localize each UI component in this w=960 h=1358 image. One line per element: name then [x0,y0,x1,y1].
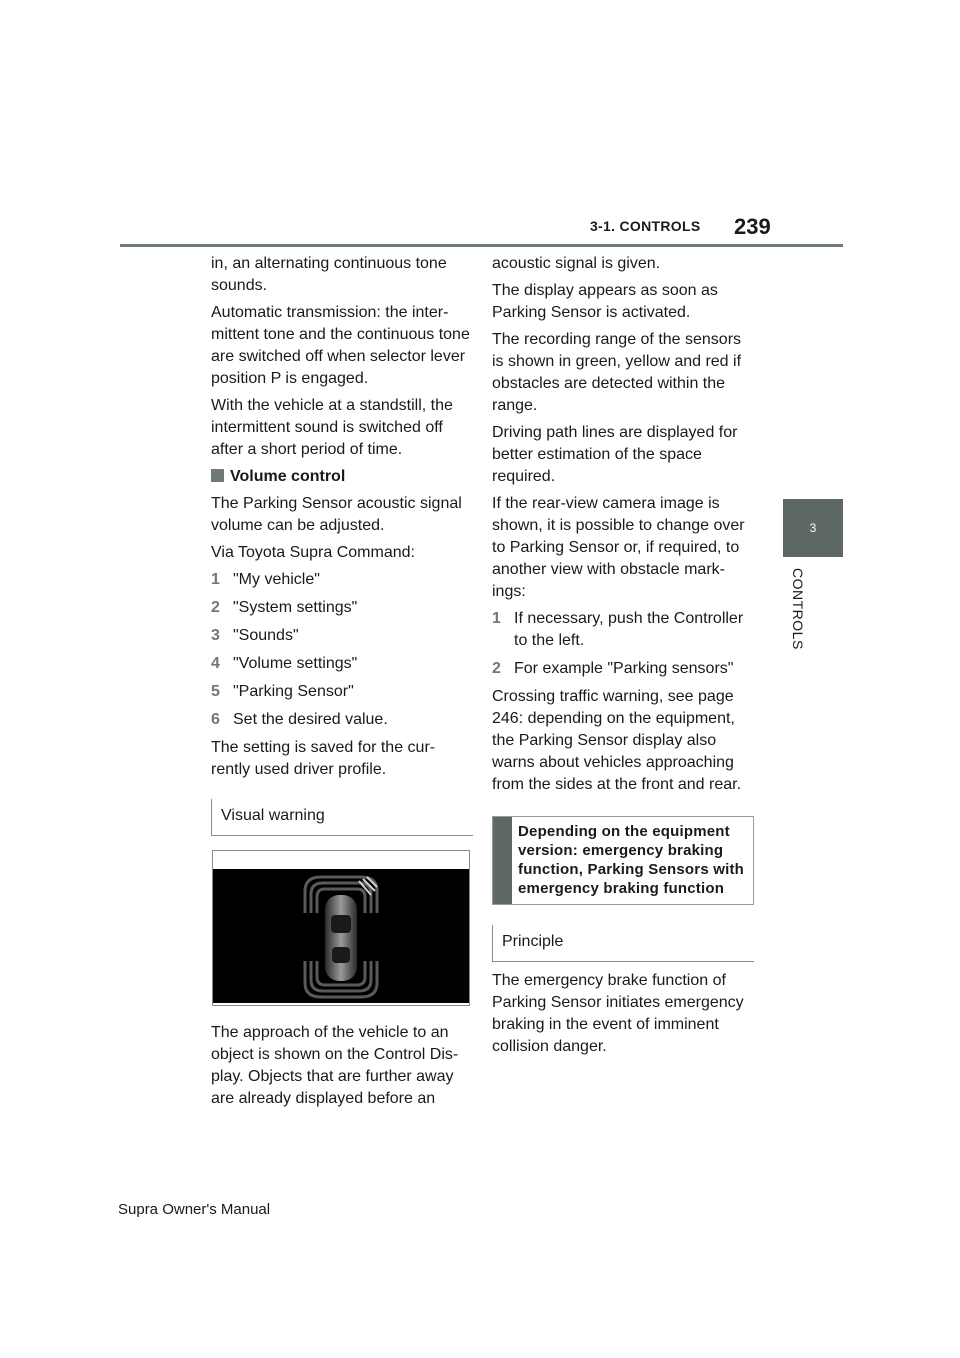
step-item [211,681,473,703]
paragraph: The setting is saved for the cur-rently used driver profile. [211,739,436,778]
step-number: 1 [211,571,220,588]
step-item [211,597,473,619]
footer-manual-title: Supra Owner's Manual [118,1201,271,1218]
subheading-text: Volume control [230,468,346,485]
step-number: 2 [211,599,220,616]
paragraph: Crossing traffic warning, see page 246: depending on the equipment, the Parking Sensor display also warns about vehicles approaching from the sides at the front and rear. [492,688,742,793]
step-text: For example "Parking sensors" [514,660,734,677]
parking-sensor-display-figure [212,850,470,1006]
paragraph: Driving path lines are displayed for better estimation of the space required. [492,424,738,485]
step-item [492,608,754,652]
step-item [211,653,473,675]
step-item [211,709,473,731]
subheading-volume-control [211,466,473,488]
paragraph: acoustic signal is given. [492,255,661,272]
paragraph: If the rear-view camera image is shown, it is possible to change over to Parking Sensor or, if required, to another view with obstacle mark-ings: [492,495,745,600]
note-accent-bar [493,817,512,904]
page-number: 239 [734,214,771,239]
chapter-tab-label: CONTROLS [790,568,806,650]
control-display-screen [213,869,469,1003]
step-text: "Volume settings" [233,655,358,672]
note-box [492,816,754,905]
car-top-view-icon [213,869,469,1003]
step-text: Set the desired value. [233,711,388,728]
paragraph: Automatic transmission: the inter-mittent tone and the continuous tone are switched off when selector lever position P is engaged. [211,304,470,387]
paragraph: in, an alternating continuous tone sounds. [211,255,447,294]
step-text: "My vehicle" [233,571,320,588]
paragraph: The approach of the vehicle to an object is shown on the Control Dis-play. Objects that are further away are already displayed before an [211,1024,459,1107]
chapter-number: 3 [809,521,817,535]
step-number: 1 [492,610,501,627]
step-text: "Sounds" [233,627,299,644]
step-text: If necessary, push the Controller to the left. [514,610,744,649]
step-number: 4 [211,655,220,672]
paragraph: The emergency brake function of Parking Sensor initiates emergency braking in the event of imminent collision danger. [492,972,744,1055]
step-number: 2 [492,660,501,677]
step-number: 3 [211,627,220,644]
left-column [211,253,473,1115]
step-item [492,658,754,680]
label-text: Visual warning [221,807,325,824]
paragraph: The Parking Sensor acoustic signal volume can be adjusted. [211,495,462,534]
step-item [211,569,473,591]
paragraph: Via Toyota Supra Command: [211,544,415,561]
section-title: 3-1. CONTROLS [590,218,701,234]
visual-warning-label [211,799,473,836]
step-text: "System settings" [233,599,358,616]
step-text: "Parking Sensor" [233,683,354,700]
step-item [211,625,473,647]
step-number: 6 [211,711,220,728]
header-rule [120,244,843,247]
chapter-tab-number [783,499,843,557]
label-text: Principle [502,933,564,950]
square-bullet-icon [211,469,224,482]
principle-label [492,925,754,962]
paragraph: The display appears as soon as Parking Sensor is activated. [492,282,718,321]
paragraph: With the vehicle at a standstill, the intermittent sound is switched off after a short period of time. [211,397,453,458]
step-number: 5 [211,683,220,700]
right-column [492,253,754,1063]
note-text: Depending on the equipment version: emergency braking function, Parking Sensors with emergency braking function [518,823,745,897]
paragraph: The recording range of the sensors is shown in green, yellow and red if obstacles are detected within the range. [492,331,742,414]
